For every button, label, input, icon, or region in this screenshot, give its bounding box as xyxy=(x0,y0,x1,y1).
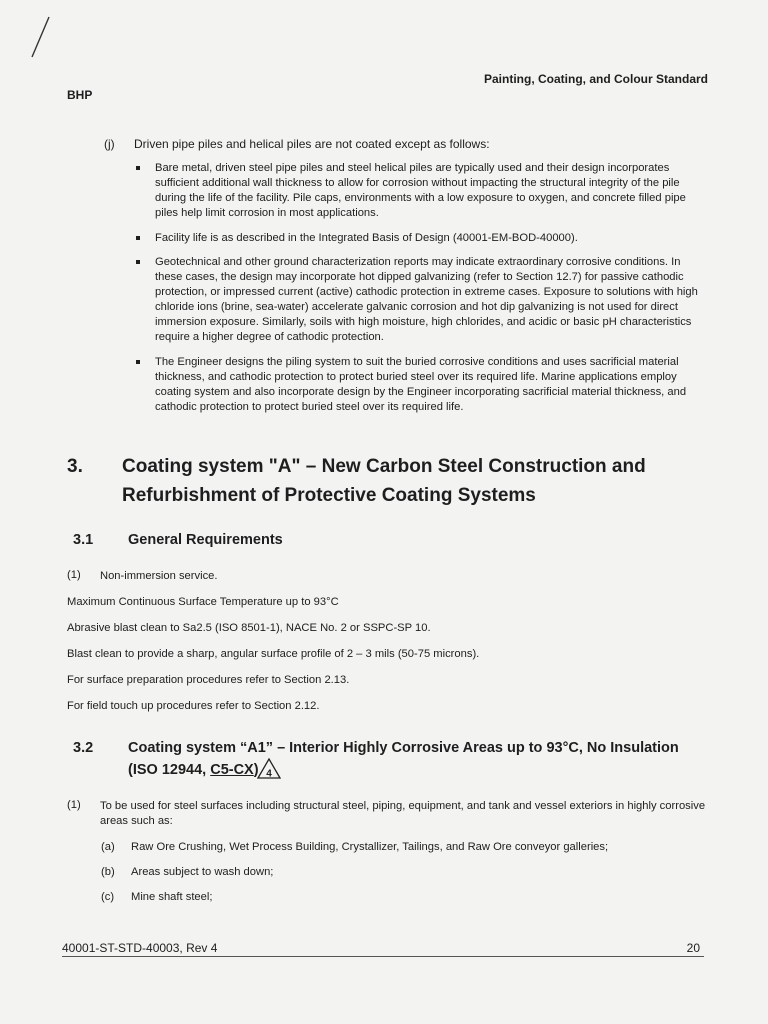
sub-item-label: (c) xyxy=(101,891,115,903)
item-text: To be used for steel surfaces including structural steel, piping, equipment, and tank and vessel exteriors in highly corrosive areas such as: xyxy=(100,800,706,827)
requirement-line: Maximum Continuous Surface Temperature up to 93°C xyxy=(67,596,339,608)
svg-text:4: 4 xyxy=(265,768,272,780)
footer-page-number: 20 xyxy=(686,941,700,955)
bullet-icon xyxy=(136,236,140,240)
section-number: 3.1 xyxy=(73,532,94,548)
sub-item-text: Raw Ore Crushing, Wet Process Building, Crystallizer, Tailings, and Raw Ore conveyor galleries; xyxy=(131,841,609,853)
item-label: (1) xyxy=(67,799,81,811)
footer-doc-number: 40001-ST-STD-40003, Rev 4 xyxy=(62,941,218,955)
section-title: Coating system "A" – New Carbon Steel Construction and Refurbishment of Protective Coating Systems xyxy=(122,456,646,506)
section-title: General Requirements xyxy=(128,532,283,548)
requirement-line: For field touch up procedures refer to Section 2.12. xyxy=(67,700,320,712)
bullet-icon xyxy=(136,360,140,364)
section-number: 3. xyxy=(67,456,83,477)
bullet-item: Facility life is as described in the Integrated Basis of Design (40001-EM-BOD-40000). xyxy=(150,231,710,246)
header-company: BHP xyxy=(67,88,93,102)
section-title: Coating system “A1” – Interior Highly Corrosive Areas up to 93°C, No Insulation (ISO 12944, C5-CX) 4 xyxy=(128,738,708,786)
requirement-line: Abrasive blast clean to Sa2.5 (ISO 8501-1), NACE No. 2 or SSPC-SP 10. xyxy=(67,622,431,634)
sub-item-label: (a) xyxy=(101,841,115,853)
bullet-item: Bare metal, driven steel pipe piles and steel helical piles are typically used and their design incorporates sufficient additional wall thickness to allow for corrosion without impacting the structural integrity of the pile during the life of the facility. Pile caps, environments with a low exposure to oxygen, and concrete filled pipe piles help limit corrosion in most applications. xyxy=(150,161,710,221)
requirement-line: For surface preparation procedures refer to Section 2.13. xyxy=(67,674,350,686)
footer-divider xyxy=(62,956,704,957)
sub-item-label: (b) xyxy=(101,866,115,878)
item-label: (j) xyxy=(104,137,115,151)
bullet-icon xyxy=(136,260,140,264)
requirement-line: Blast clean to provide a sharp, angular surface profile of 2 – 3 mils (50-75 microns). xyxy=(67,648,480,660)
sub-item-text: Mine shaft steel; xyxy=(131,891,213,903)
header-title: Painting, Coating, and Colour Standard xyxy=(484,72,708,86)
pen-mark-icon xyxy=(28,14,52,60)
bullet-item: The Engineer designs the piling system to suit the buried corrosive conditions and uses sacrificial material thickness, and cathodic protection to protect buried steel over its required life. Marine applications employ coating system and also incorporate design by the Engineer incorporating sacrificial material thickness, and cathodic protection to protect buried steel over its required life. xyxy=(150,355,710,415)
bullet-list xyxy=(150,161,710,424)
bullet-icon xyxy=(136,166,140,170)
item-text: Driven pipe piles and helical piles are not coated except as follows: xyxy=(134,137,490,151)
revision-delta-icon xyxy=(257,758,281,786)
section-number: 3.2 xyxy=(73,740,94,756)
coating-category-code: C5-CX xyxy=(210,762,254,778)
sub-item-text: Areas subject to wash down; xyxy=(131,866,274,878)
bullet-item: Geotechnical and other ground characterization reports may indicate extraordinary corrosive conditions. In these cases, the design may incorporate hot dipped galvanizing (refer to Section 12.7) for passive cathodic protection, or impressed current (active) cathodic protection in extreme cases. Exposure to solutions with high chloride ions (brine, sea-water) accelerate galvanic corrosion and hot dip galvanizing is not used for direct immersion exposure. Similarly, soils with high moisture, high chlorides, and acidic or basic pH characteristics require a higher degree of cathodic protection. xyxy=(150,255,710,345)
item-text: Non-immersion service. xyxy=(100,570,218,582)
item-label: (1) xyxy=(67,569,81,581)
